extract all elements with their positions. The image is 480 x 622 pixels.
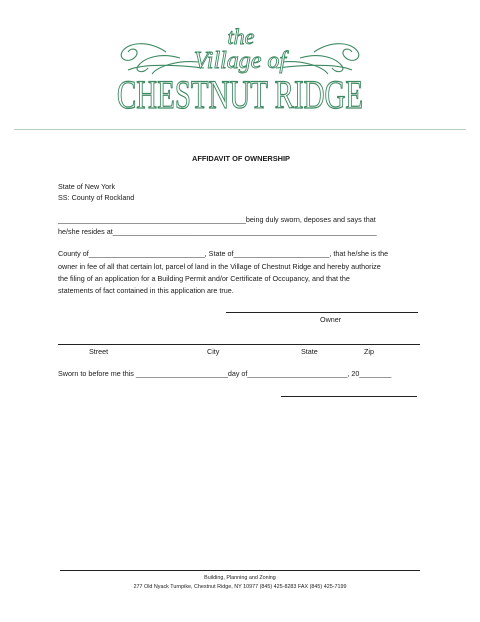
body-line-deponent: _______________________________________________being duly sworn, deposes and says that — [58, 215, 376, 224]
document-title: AFFIDAVIT OF OWNERSHIP — [192, 154, 290, 163]
village-logo — [108, 22, 372, 122]
address-street-label: Street — [89, 347, 109, 356]
logo-village-of: Village of — [193, 48, 287, 74]
footer-rule — [60, 570, 420, 571]
logo-the: the — [227, 24, 255, 49]
owner-label: Owner — [320, 315, 342, 324]
body-line-application: the filing of an application for a Building Permit and/or Certificate of Occupancy, and that the — [58, 274, 350, 283]
body-line-residence: he/she resides at__________________________________________________________________ — [58, 227, 377, 236]
venue-county: SS: County of Rockland — [58, 193, 135, 202]
sworn-statement-line: Sworn to before me this _______________________day of_________________________, 20________ — [58, 369, 392, 378]
footer-address: 277 Old Nyack Turnpike, Chestnut Ridge, NY 10977 (845) 425-8283 FAX (845) 425-7199 — [133, 584, 347, 590]
address-zip-label: Zip — [364, 347, 374, 356]
footer-department: Building, Planning and Zoning — [204, 575, 276, 581]
body-line-county-state: County of_____________________________, State of________________________, that he/she is the — [58, 249, 389, 258]
address-state-label: State — [301, 347, 318, 356]
body-line-statements: statements of fact contained in this application are true. — [58, 286, 234, 295]
header-divider — [14, 129, 466, 130]
address-line — [58, 344, 420, 345]
body-line-ownership: owner in fee of all that certain lot, parcel of land in the Village of Chestnut Ridge and hereby authorize — [58, 262, 381, 271]
owner-signature-line — [226, 312, 418, 313]
notary-signature-line — [281, 396, 417, 397]
venue-state: State of New York — [58, 182, 116, 191]
address-city-label: City — [207, 347, 220, 356]
logo-chestnut-ridge: CHESTNUT RIDGE — [117, 72, 363, 117]
